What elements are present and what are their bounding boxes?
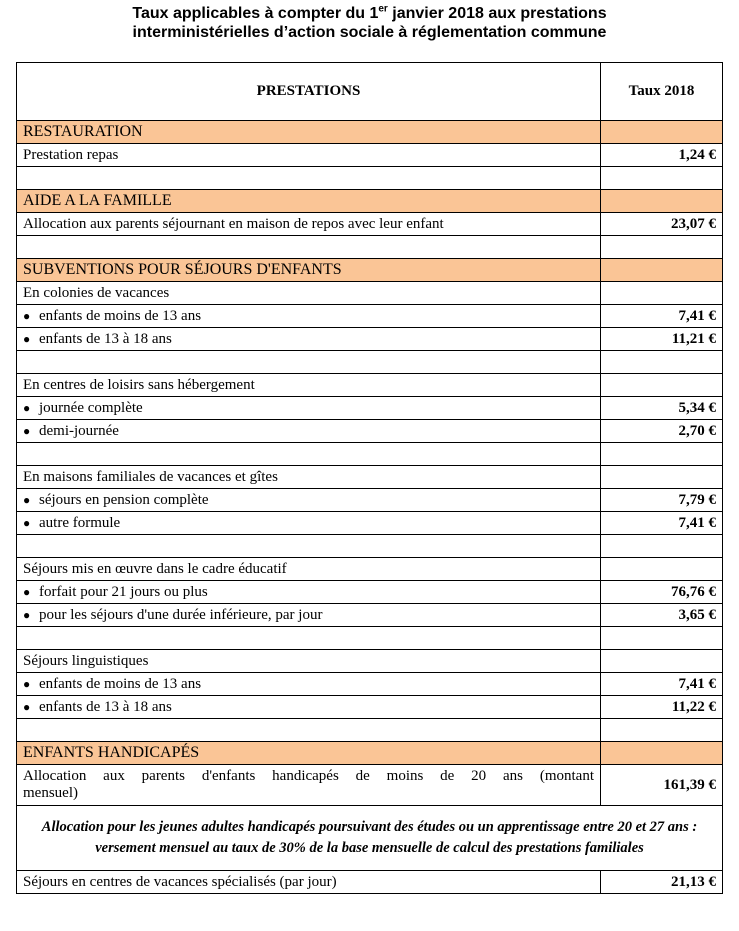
row-label: journée complète [39, 400, 143, 416]
bullet-icon: ● [23, 332, 31, 346]
table-row [17, 696, 723, 719]
row-value: 161,39 € [601, 765, 723, 806]
row-label: enfants de moins de 13 ans [39, 676, 202, 692]
spacer-row [17, 167, 723, 190]
row-label: enfants de moins de 13 ans [39, 308, 202, 324]
row-value: 11,22 € [601, 696, 723, 719]
table-row [17, 144, 723, 167]
bullet-icon: ● [23, 309, 31, 323]
section-title: AIDE A LA FAMILLE [17, 190, 601, 213]
table-row [17, 512, 723, 535]
row-value: 21,13 € [601, 871, 723, 894]
spacer-row [17, 443, 723, 466]
note-text: Allocation pour les jeunes adultes handicapés poursuivant des études ou un apprentissage entre 20 et 27 ans : versement mensuel au taux de 30% de la base mensuelle de calcul des prestations familiales [17, 806, 723, 871]
section-title: ENFANTS HANDICAPÉS [17, 742, 601, 765]
table-row [17, 213, 723, 236]
section-row-handicapes [17, 742, 723, 765]
column-header-prestations: PRESTATIONS [17, 63, 601, 121]
table-row [17, 305, 723, 328]
table-row [17, 489, 723, 512]
subsection-label: Séjours mis en œuvre dans le cadre éducatif [17, 558, 601, 581]
spacer-row [17, 535, 723, 558]
spacer-row [17, 719, 723, 742]
row-value: 7,79 € [601, 489, 723, 512]
table-row [17, 673, 723, 696]
subsection-label: Séjours linguistiques [17, 650, 601, 673]
bullet-icon: ● [23, 493, 31, 507]
table-row [17, 871, 723, 894]
row-value: 7,41 € [601, 305, 723, 328]
table-row [17, 765, 723, 806]
subsection-row [17, 558, 723, 581]
subsection-row [17, 650, 723, 673]
subsection-row [17, 374, 723, 397]
bullet-icon: ● [23, 424, 31, 438]
row-label: enfants de 13 à 18 ans [39, 699, 172, 715]
row-label: Prestation repas [17, 144, 601, 167]
section-row-sejours [17, 259, 723, 282]
row-label: pour les séjours d'une durée inférieure, par jour [39, 607, 323, 623]
section-row-restauration [17, 121, 723, 144]
note-row [17, 806, 723, 871]
row-value: 5,34 € [601, 397, 723, 420]
row-value: 11,21 € [601, 328, 723, 351]
subsection-row [17, 466, 723, 489]
subsection-label: En centres de loisirs sans hébergement [17, 374, 601, 397]
table-row [17, 328, 723, 351]
row-value: 7,41 € [601, 673, 723, 696]
bullet-icon: ● [23, 700, 31, 714]
section-title: RESTAURATION [17, 121, 601, 144]
bullet-icon: ● [23, 516, 31, 530]
spacer-row [17, 351, 723, 374]
row-label: autre formule [39, 515, 121, 531]
row-label: forfait pour 21 jours ou plus [39, 584, 208, 600]
column-header-taux: Taux 2018 [601, 63, 723, 121]
row-value: 1,24 € [601, 144, 723, 167]
row-label: enfants de 13 à 18 ans [39, 331, 172, 347]
row-label: séjours en pension complète [39, 492, 209, 508]
row-value: 7,41 € [601, 512, 723, 535]
table-row [17, 397, 723, 420]
row-label: Allocation aux parents séjournant en maison de repos avec leur enfant [17, 213, 601, 236]
title-superscript: er [378, 3, 388, 15]
subsection-label: En colonies de vacances [17, 282, 601, 305]
bullet-icon: ● [23, 608, 31, 622]
title-line-2: interministérielles d’action sociale à réglementation commune [132, 24, 607, 41]
row-label: demi-journée [39, 423, 119, 439]
spacer-row [17, 627, 723, 650]
rates-table [16, 62, 723, 894]
row-value: 2,70 € [601, 420, 723, 443]
row-label: Allocation aux parents d'enfants handicapés de moins de 20 ans (montant mensuel) [17, 765, 601, 806]
row-value: 23,07 € [601, 213, 723, 236]
row-value: 76,76 € [601, 581, 723, 604]
row-value: 3,65 € [601, 604, 723, 627]
table-header-row [17, 63, 723, 121]
bullet-icon: ● [23, 401, 31, 415]
bullet-icon: ● [23, 677, 31, 691]
subsection-row [17, 282, 723, 305]
page-title [0, 4, 739, 42]
bullet-icon: ● [23, 585, 31, 599]
table-row [17, 581, 723, 604]
subsection-label: En maisons familiales de vacances et gîtes [17, 466, 601, 489]
table-row [17, 604, 723, 627]
section-title: SUBVENTIONS POUR SÉJOURS D'ENFANTS [17, 259, 601, 282]
spacer-row [17, 236, 723, 259]
row-label: Séjours en centres de vacances spécialisés (par jour) [17, 871, 601, 894]
table-row [17, 420, 723, 443]
section-row-famille [17, 190, 723, 213]
title-line-1: Taux applicables à compter du 1er janvier 2018 aux prestations [132, 3, 607, 22]
